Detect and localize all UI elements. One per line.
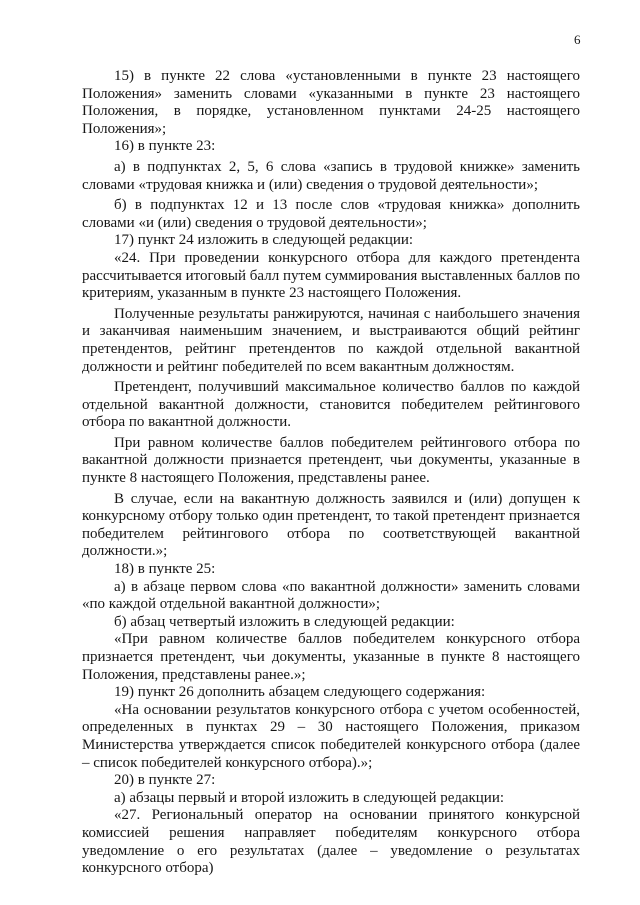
page-number: 6 (574, 32, 581, 47)
paragraph-single-applicant: В случае, если на вакантную должность заявился и (или) допущен к конкурсному отбору только один претендент, то такой претендент признается победителем рейтингового отбора по соответствующей вакантной должности.»; (82, 490, 580, 560)
paragraph-equal-score: При равном количестве баллов победителем рейтингового отбора по вакантной должности признается претендент, чьи документы, указанные в пункте 8 настоящего Положения, представлены ранее. (82, 434, 580, 487)
paragraph-item-15: 15) в пункте 22 слова «установленными в пункте 23 настоящего Положения» заменить словами «указанными в пункте 23 настоящего Положения, в порядке, установленном пунктами 24-25 настоящего Положения»; (82, 68, 580, 137)
paragraph-equal-score-quote: «При равном количестве баллов победителем конкурсного отбора признается претендент, чьи документы, указанные в пункте 8 настоящего Положения, представлены ранее.»; (82, 631, 580, 683)
paragraph-winner: Претендент, получивший максимальное количество баллов по каждой отдельной вакантной должности, становится победителем рейтингового отбора по вакантной должности. (82, 379, 580, 431)
paragraph-item-16: 16) в пункте 23: (114, 138, 216, 155)
paragraph-item-17: 17) пункт 24 изложить в следующей редакции: (114, 232, 414, 249)
paragraph-item-18-a: а) в абзаце первом слова «по вакантной должности» заменить словами «по каждой отдельной вакантной должности»; (82, 578, 580, 613)
paragraph-point-27: «27. Региональный оператор на основании принятого конкурсной комиссией решения направляет победителям конкурсного отбора уведомление о его результатах (далее – уведомление о результатах конкурсного отбора) (82, 807, 580, 877)
paragraph-item-18-b: б) абзац четвертый изложить в следующей редакции: (114, 613, 455, 630)
paragraph-ranking: Полученные результаты ранжируются, начиная с наибольшего значения и заканчивая наименьшим значением, и выстраиваются общий рейтинг претендентов, рейтинг претендентов по каждой отдельной вакантной должности и рейтинг победителей по всем вакантным должностям. (82, 305, 580, 375)
paragraph-item-19: 19) пункт 26 дополнить абзацем следующего содержания: (114, 684, 486, 701)
paragraph-winners-list: «На основании результатов конкурсного отбора с учетом особенностей, определенных в пунктах 29 – 30 настоящего Положения, приказом Министерства утверждается список победителей конкурсного отбора (далее – список победителей конкурсного отбора).»; (82, 701, 580, 771)
paragraph-item-20-a: а) абзацы первый и второй изложить в следующей редакции: (114, 789, 505, 806)
paragraph-subitem-b: б) в подпунктах 12 и 13 после слов «трудовая книжка» дополнить словами «и (или) сведения о трудовой деятельности»; (82, 197, 580, 231)
document-body (82, 68, 580, 878)
paragraph-item-20: 20) в пункте 27: (114, 772, 216, 789)
paragraph-item-18: 18) в пункте 25: (114, 561, 216, 578)
paragraph-subitem-a: а) в подпунктах 2, 5, 6 слова «запись в трудовой книжке» заменить словами «трудовая книжка и (или) сведения о трудовой деятельности»; (82, 158, 580, 193)
paragraph-point-24: «24. При проведении конкурсного отбора для каждого претендента рассчитывается итоговый балл путем суммирования выставленных баллов по критериям, указанным в пункте 23 настоящего Положения. (82, 249, 580, 302)
